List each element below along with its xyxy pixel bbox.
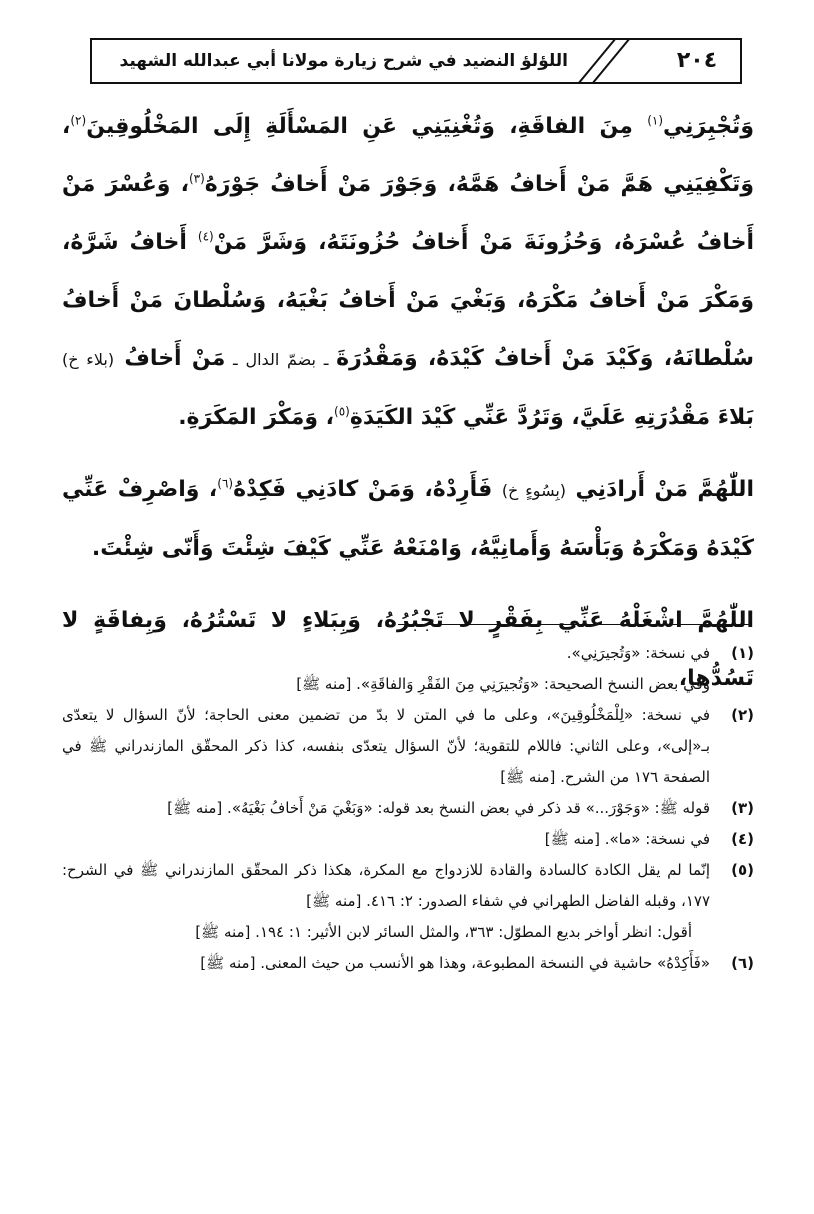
paragraph-2 — [62, 461, 754, 578]
text-segment: أَخافُ شَرَّهُ، وَمَكْرَ مَنْ أَخافُ مَكْرَهُ، وَبَغْيَ مَنْ أَخافُ بَغْيَهُ، وَسُلْطانَ مَنْ أَخافُ سُلْطانَهُ، وَكَيْدَ مَنْ أَخافُ كَيْدَهُ، وَمَقْدُرَةَ — [62, 230, 755, 371]
footnote-text: إنّما لم يقل الكادة كالسادة والقادة للازدواج مع المكرة، هكذا ذكر المحقّق المازندراني ﷺ في الشرح: ١٧٧، وقبله الفاضل الطهراني في شفاء الصدور: ٢: ٤١٦. [منه ﷺ] — [62, 861, 710, 910]
header-slash-ornament — [570, 38, 670, 84]
footnote-text: قوله ﷺ: «وَجَوْرَ...» قد ذكر في بعض النسخ بعد قوله: «وَبَغْيَ مَنْ أَخافُ بَغْيَهُ». [منه ﷺ] — [167, 799, 710, 817]
footnote-number: (٥) — [731, 861, 754, 879]
footnote-3 — [62, 793, 754, 824]
inline-variant: (بِسُوءٍ خ) — [501, 481, 567, 500]
footnote-ref-4[interactable]: (٤) — [197, 229, 214, 244]
paragraph-3: اللّٰهُمَّ اشْغَلْهُ عَنِّي بِفَقْرٍ لا تَجْبُرُهُ، وَبِبَلاءٍ لا تَسْتُرُهُ، وَبِفاقَةٍ لا تَسُدُّها، — [62, 608, 754, 691]
footnote-ref-6[interactable]: (٦) — [217, 476, 234, 491]
footnote-ref-1[interactable]: (١) — [647, 113, 664, 128]
footnote-text: وفي بعض النسخ الصحيحة: «وَتُجيرَنِي مِنَ الفَقْرِ وَالفاقَةِ». [منه ﷺ] — [296, 675, 710, 693]
text-segment: وَتُجْبِرَنِي — [663, 114, 754, 139]
inline-variant: (بلاء خ) — [62, 350, 115, 369]
footnotes — [62, 638, 754, 979]
footnote-text: في نسخة: «وَتُجيرَنِي». — [566, 644, 710, 662]
footnote-text: أقول: انظر أواخر بديع المطوّل: ٣٦٣، والمثل السائر لابن الأثير: ١: ١٩٤. [منه ﷺ] — [195, 923, 692, 941]
text-segment: ، وَعُسْرَ مَنْ أَخافُ عُسْرَهُ، وَحُزُونَةَ مَنْ أَخافُ حُزُونَتَهُ، وَشَرَّ مَنْ — [62, 172, 755, 255]
text-segment: ، وَمَكْرَ المَكَرَةِ. — [178, 405, 335, 430]
text-segment: ، وَتَكْفِيَنِي هَمَّ مَنْ أَخافُ هَمَّهُ، وَجَوْرَ مَنْ أَخافُ جَوْرَهُ — [62, 114, 754, 197]
footnote-number: (٣) — [731, 799, 754, 817]
footnote-divider — [398, 624, 750, 625]
footnote-5 — [62, 855, 754, 948]
footnote-text: في نسخة: «لِلْمَخْلُوقِينَ»، وعلى ما في المتن لا بدّ من تضمين معنى الحاجة؛ لأنّ السؤال لا يتعدّى بـ«إلى»، وعلى الثاني: فاللام للتقوية؛ لأنّ السؤال يتعدّى بنفسه، كذا ذكر المحقّق المازندراني ﷺ في الصفحة ١٧٦ من الشرح. [منه ﷺ] — [62, 706, 710, 786]
footnote-4 — [62, 824, 754, 855]
page-number: ٢٠٤ — [676, 48, 718, 73]
book-title: اللؤلؤ النضيد في شرح زيارة مولانا أبي عبدالله الشهيد — [119, 51, 568, 71]
footnote-text: في نسخة: «ما». [منه ﷺ] — [544, 830, 710, 848]
footnote-ref-5[interactable]: (٥) — [334, 404, 350, 419]
inline-note: ـ بضمّ الدال ـ — [225, 350, 337, 369]
text-segment: ، وَاصْرِفْ عَنِّي كَيْدَهُ وَمَكْرَهُ وَبَأْسَهُ وَأَمانِيَّهُ، وَامْنَعْهُ عَنِّي كَيْفَ شِئْتَ وَأَنّى شِئْتَ. — [62, 477, 754, 561]
footnote-1 — [62, 638, 754, 700]
text-segment: فَأَرِدْهُ، وَمَنْ كادَنِي فَكِدْهُ — [233, 477, 502, 502]
main-text — [62, 98, 754, 708]
paragraph-1 — [62, 98, 754, 447]
text-segment: مِنَ الفاقَةِ، وَتُغْنِيَنِي عَنِ المَسْأَلَةِ إِلَى المَخْلُوقِينَ — [86, 114, 648, 139]
footnote-6 — [62, 948, 754, 979]
footnote-text: «فَأَكِدْهُ» حاشية في النسخة المطبوعة، وهذا هو الأنسب من حيث المعنى. [منه ﷺ] — [200, 954, 710, 972]
footnote-2 — [62, 700, 754, 793]
text-segment: مَنْ أَخافُ — [114, 346, 226, 371]
text-segment: بَلاءَ مَقْدُرَتِهِ عَلَيَّ، وَتَرُدَّ عَنِّي كَيْدَ الكَيَدَةِ — [349, 405, 754, 430]
footnote-number: (٢) — [731, 706, 754, 724]
text-segment: اللّٰهُمَّ مَنْ أَرادَنِي — [566, 477, 754, 502]
footnote-ref-2[interactable]: (٢) — [70, 113, 87, 128]
footnote-number: (٦) — [731, 954, 754, 972]
footnote-ref-3[interactable]: (٣) — [188, 171, 205, 186]
running-header — [90, 38, 742, 84]
footnote-number: (١) — [731, 644, 754, 662]
footnote-number: (٤) — [731, 830, 754, 848]
